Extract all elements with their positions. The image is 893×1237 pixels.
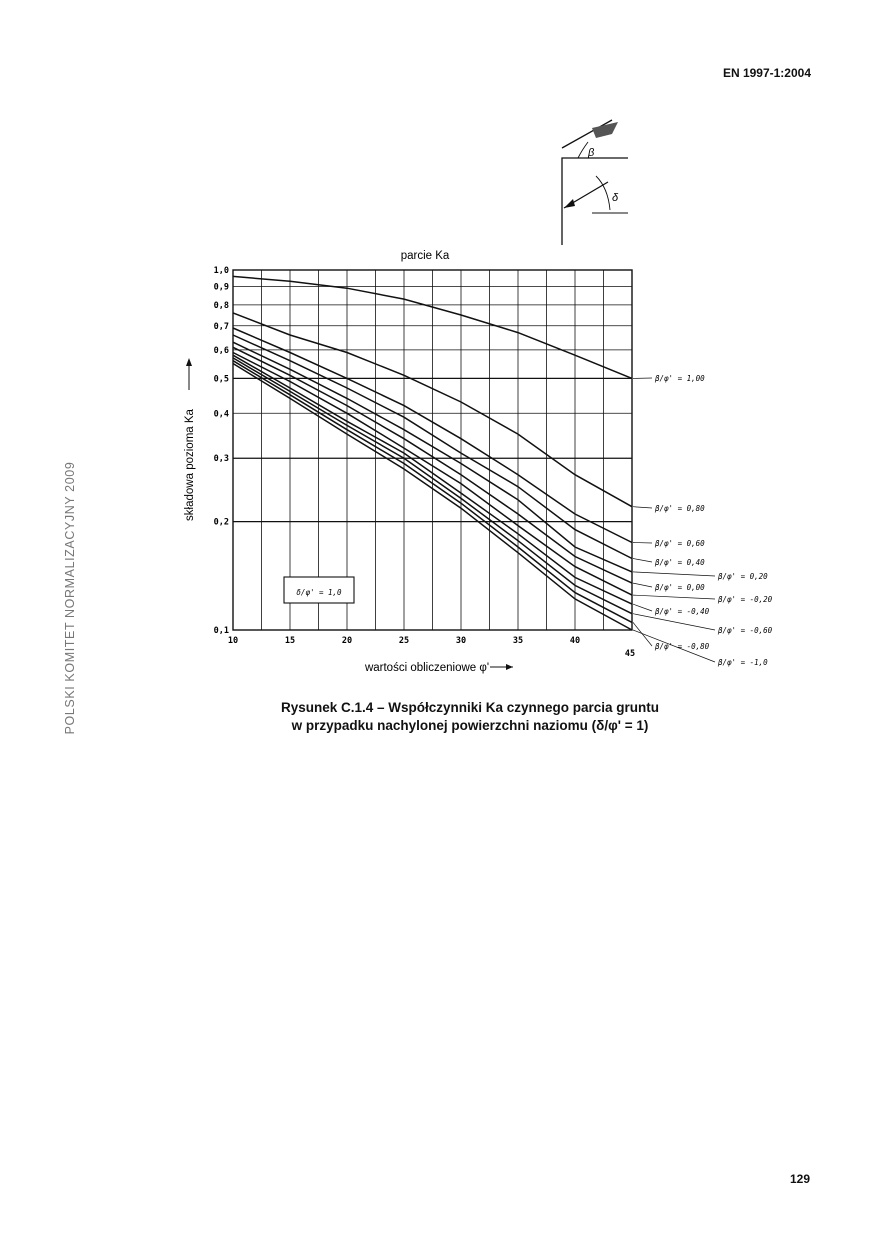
x-axis-label: wartości obliczeniowe φ' [364,662,490,674]
arrow-head-icon [564,199,575,208]
series-leader-line [633,583,652,587]
x-tick-label: 20 [341,636,353,646]
caption-line-2: w przypadku nachylonej powierzchni naziomu (δ/φ' = 1) [291,718,649,733]
series-label: β/φ' = -0,40 [655,607,710,616]
y-tick-label: 0,1 [213,626,229,636]
x-tick-label: 15 [284,636,296,646]
x-tick-label: 10 [227,636,239,646]
ka-chart [0,240,893,690]
caption-line-1: Rysunek C.1.4 – Współczynniki Ka czynnego parcia gruntu [280,700,660,715]
chart-title: parcie Ka [400,250,450,262]
y-tick-label: 0,3 [213,454,229,465]
x-tick-label: 45 [624,649,636,659]
y-axis-label: składowa pozioma Ka [184,409,196,521]
series-label: β/φ' = 0,80 [655,504,705,513]
axis-ticks [214,266,635,659]
series-label: β/φ' = 0,40 [655,558,705,567]
y-axis-arrow-icon [186,358,192,366]
series-label: β/φ' = -0,60 [718,626,773,635]
series-label: β/φ' = -1,0 [718,658,768,667]
beta-arc [578,142,588,158]
x-axis-arrow-icon [506,664,513,670]
series-leader-line [633,543,652,544]
y-tick-label: 0,2 [213,517,229,528]
figure-caption [0,699,893,735]
y-tick-label: 0,6 [213,345,229,356]
x-tick-label: 25 [398,636,410,646]
series-leader-line [633,572,715,576]
y-tick-label: 0,4 [213,409,229,420]
series-leader-line [633,614,715,630]
series-label: β/φ' = -0,80 [655,642,710,651]
delta-arc [596,176,610,210]
series-label: β/φ' = 1,00 [655,374,705,383]
y-tick-label: 0,7 [213,321,229,332]
x-tick-label: 30 [455,636,467,646]
series-leader-line [633,507,652,508]
retaining-wall-diagram [540,108,660,253]
x-tick-label: 40 [569,636,581,646]
y-tick-label: 1,0 [213,266,229,276]
beta-symbol: β [588,147,595,159]
series-leader-line [633,622,652,646]
series-leader-line [633,595,715,599]
y-tick-label: 0,9 [213,282,229,293]
y-tick-label: 0,8 [213,300,229,311]
delta-symbol: δ [612,192,619,204]
side-watermark: POLSKI KOMITET NORMALIZACYJNY 2009 [63,461,77,735]
page-number: 129 [789,1172,810,1186]
series-leader-line [633,559,652,563]
series-leader-line [633,604,652,611]
series-label: β/φ' = -0,20 [718,595,773,604]
series-label: β/φ' = 0,00 [655,583,705,592]
x-tick-label: 35 [512,636,524,646]
document-header: EN 1997-1:2004 [722,66,811,80]
legend-box-label: δ/φ' = 1,0 [296,588,342,597]
series-label: β/φ' = 0,60 [655,539,705,548]
y-tick-label: 0,5 [213,374,229,385]
series-label: β/φ' = 0,20 [718,572,768,581]
series-labels [633,374,773,667]
